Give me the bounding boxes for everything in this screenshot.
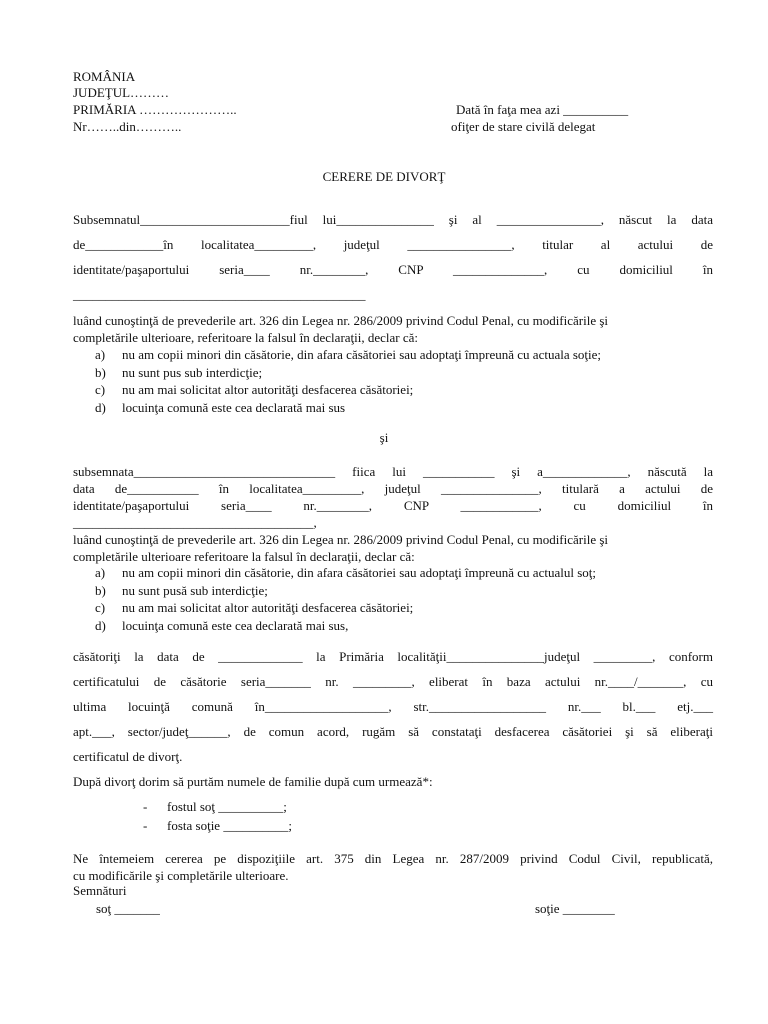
wife-options-list <box>73 564 596 634</box>
county-field: JUDEŢUL……… <box>73 85 170 100</box>
wife-line-2: data de___________ în localitatea_________, judeţul _______________, titulară a actului de <box>73 481 713 496</box>
wife-declaration-line-1: luând cunoştinţă de prevederile art. 326 din Legea nr. 286/2009 privind Codul Penal, cu modificările şi <box>73 532 609 547</box>
legal-basis-paragraph <box>73 850 713 884</box>
list-item: b) nu sunt pus sub interdicţie; <box>95 364 263 380</box>
wife-declaration-line-2: completările ulterioare referitoare la falsul în declaraţii, declar că: <box>73 549 415 564</box>
husband-options-list <box>73 346 601 416</box>
list-item: a) nu am copii minori din căsătorie, din afara căsătoriei sau adoptaţi împreună cu actuala soţie; <box>95 347 602 362</box>
wife-identity-paragraph <box>73 463 713 531</box>
husband-line-2: de____________în localitatea_________, judeţul ________________, titular al actului de <box>73 237 713 252</box>
list-item: d) locuinţa comună este cea declarată mai sus, <box>95 617 349 633</box>
marriage-line-2: certificatului de căsătorie seria_______ nr. _________, eliberat în baza actului nr.____/_______, cu <box>73 674 713 689</box>
date-field: Dată în faţa mea azi __________ <box>456 102 629 117</box>
list-item: a) nu am copii minori din căsătorie, din afara căsătoriei sau adoptaţi împreună cu actualul soţ; <box>95 565 596 580</box>
husband-line-3: identitate/paşaportului seria____ nr.________, CNP ______________, cu domiciliul în <box>73 262 713 277</box>
wife-line-1: subsemnata_______________________________ fiica lui ___________ şi a_____________, născută la <box>73 464 713 479</box>
husband-identity-paragraph <box>73 207 713 307</box>
marriage-line-1: căsătoriţi la data de _____________ la Primăria localităţii_______________judeţul _________, conform <box>73 649 713 664</box>
list-item: c) nu am mai solicitat altor autorităţi desfacerea căsătoriei; <box>95 382 414 397</box>
registration-number-field: Nr……..din……….. <box>73 119 182 134</box>
document-title: CERERE DE DIVORŢ <box>322 169 446 184</box>
legal-basis-line-1: Ne întemeiem cererea pe dispoziţiile art. 375 din Legea nr. 287/2009 privind Codul Civil, republicată, <box>73 851 713 866</box>
officer-label: ofiţer de stare civilă delegat <box>451 119 596 134</box>
wife-declaration <box>73 531 713 565</box>
marriage-line-3: ultima locuinţă comună în___________________, str.__________________ nr.___ bl.___ etj.___ <box>73 699 713 714</box>
list-item: c) nu am mai solicitat altor autorităţi desfacerea căsătoriei; <box>95 600 414 615</box>
husband-signature-field: soţ _______ <box>96 901 160 916</box>
husband-line-1: Subsemnatul_______________________fiul lui_______________ şi al ________________, născut la data <box>73 212 713 227</box>
husband-line-4: _____________________________________________ <box>73 287 366 302</box>
names-intro: După divorţ dorim să purtăm numele de familie după cum urmează*: <box>73 774 433 789</box>
conjunction-label: şi <box>379 430 389 445</box>
list-item: d) locuinţa comună este cea declarată mai sus <box>95 399 346 415</box>
marriage-line-4: apt.___, sector/judeţ______, de comun acord, rugăm să constataţi desfacerea căsătoriei şi să eliberaţi <box>73 724 713 739</box>
former-wife-name-field: - fosta soţie __________; <box>143 818 292 833</box>
husband-declaration <box>73 312 713 346</box>
wife-line-3: identitate/paşaportului seria____ nr.________, CNP ____________, cu domiciliul în <box>73 498 713 513</box>
list-item: b) nu sunt pusă sub interdicţie; <box>95 582 268 598</box>
husband-declaration-line-1: luând cunoştinţă de prevederile art. 326 din Legea nr. 286/2009 privind Codul Penal, cu modificările şi <box>73 313 609 328</box>
country-label: ROMÂNIA <box>73 69 136 84</box>
town-hall-field: PRIMĂRIA ………………….. <box>73 102 237 117</box>
marriage-line-5: certificatul de divorţ. <box>73 749 183 764</box>
legal-basis-line-2: cu modificările şi completările ulterioare. <box>73 868 289 883</box>
marriage-details-paragraph <box>73 644 713 769</box>
husband-declaration-line-2: completările ulterioare, referitoare la falsul în declaraţii, declar că: <box>73 330 419 345</box>
signatures-label: Semnături <box>73 883 127 898</box>
former-husband-name-field: - fostul soţ __________; <box>143 799 287 814</box>
wife-signature-field: soţie ________ <box>535 901 615 916</box>
wife-line-4: _____________________________________, <box>73 515 317 530</box>
